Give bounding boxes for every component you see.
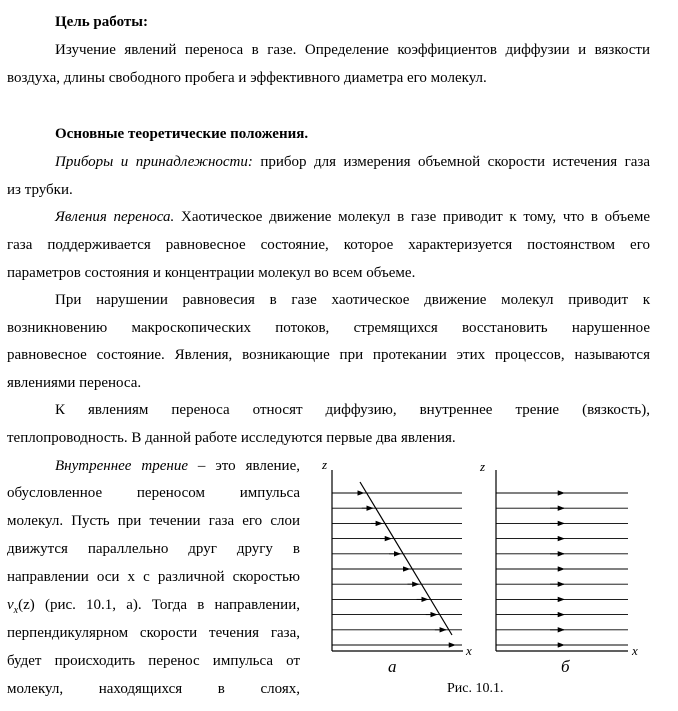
figure-caption: Рис. 10.1. xyxy=(447,681,504,696)
paragraph3-line-1: При нарушении равновесия в газе хаотическое движение молекул приводит к xyxy=(55,292,650,308)
axis-z-label-a: z xyxy=(322,457,328,472)
paragraph4-line-1: К явлениям переноса относят диффузию, внутреннее трение (вязкость), xyxy=(55,402,650,418)
instruments-label: Приборы и принадлежности: xyxy=(55,154,253,170)
viscosity-line-6-text: (рис. 10.1, а). Тогда в направлении, xyxy=(34,597,300,613)
viscosity-line-7: перпендикулярном скорости течения газа, xyxy=(7,625,300,641)
axis-z-label-b: z xyxy=(480,459,486,474)
paragraph3-line-3: равновесное состояние. Явления, возникающие при протекании этих процессов, называются xyxy=(7,347,650,363)
goal-line-1: Изучение явлений переноса в газе. Определение коэффициентов диффузии и вязкости xyxy=(55,42,650,58)
paragraph4-line-2: теплопроводность. В данной работе исследуются первые два явления. xyxy=(7,430,456,446)
axis-x-label-a: x xyxy=(466,643,472,658)
instruments-text: прибор для измерения объемной скорости истечения газа xyxy=(252,154,650,170)
viscosity-line-2: обусловленное переносом импульса xyxy=(7,485,300,501)
instruments-line-2: из трубки. xyxy=(7,182,73,198)
figure-panel-a xyxy=(321,457,472,676)
panel-label-a: а xyxy=(388,657,397,676)
viscosity-line-9: молекул, находящихся в слоях, xyxy=(7,681,300,697)
axis-x-label-b: x xyxy=(632,643,638,658)
transport-label: Явления переноса. xyxy=(55,209,175,225)
goal-line-2: воздуха, длины свободного пробега и эффективного диаметра его молекул. xyxy=(7,70,487,86)
paragraph3-line-2: возникновению макроскопических потоков, стремящихся восстановить нарушенное xyxy=(7,320,650,336)
velocity-symbol: v xyxy=(7,597,14,613)
figure-panel-b xyxy=(479,459,638,676)
velocity-profile-line xyxy=(360,482,452,635)
transport-line-3: параметров состояния и концентрации молекул во всем объеме. xyxy=(7,265,416,281)
viscosity-line-4: движутся параллельно друг другу в xyxy=(7,541,300,557)
heading-goal: Цель работы: xyxy=(55,14,148,30)
velocity-argument: (z) xyxy=(18,597,35,613)
viscosity-line-5: направлении оси x с различной скоростью xyxy=(7,569,300,585)
viscosity-line-6 xyxy=(7,595,300,621)
viscosity-line-1 xyxy=(55,456,300,476)
instruments-line-1 xyxy=(55,152,650,172)
viscosity-line-8: будет происходить перенос импульса от xyxy=(7,653,300,669)
heading-theory: Основные теоретические положения. xyxy=(55,126,309,142)
paragraph3-line-4: явлениями переноса. xyxy=(7,375,142,391)
transport-line-2: газа поддерживается равновесное состояние, которое характеризуется постоянством его xyxy=(7,237,650,253)
transport-text: Хаотическое движение молекул в газе приводит к тому, что в объеме xyxy=(174,209,650,225)
transport-line-1 xyxy=(55,207,650,227)
viscosity-text: – это явление, xyxy=(187,458,300,474)
viscosity-line-3: молекул. Пусть при течении газа его слои xyxy=(7,513,300,529)
panel-label-b: б xyxy=(561,657,570,676)
figure-10-1 xyxy=(318,455,648,700)
velocity-subscript: x xyxy=(13,605,19,616)
viscosity-label: Внутреннее трение xyxy=(55,458,188,474)
